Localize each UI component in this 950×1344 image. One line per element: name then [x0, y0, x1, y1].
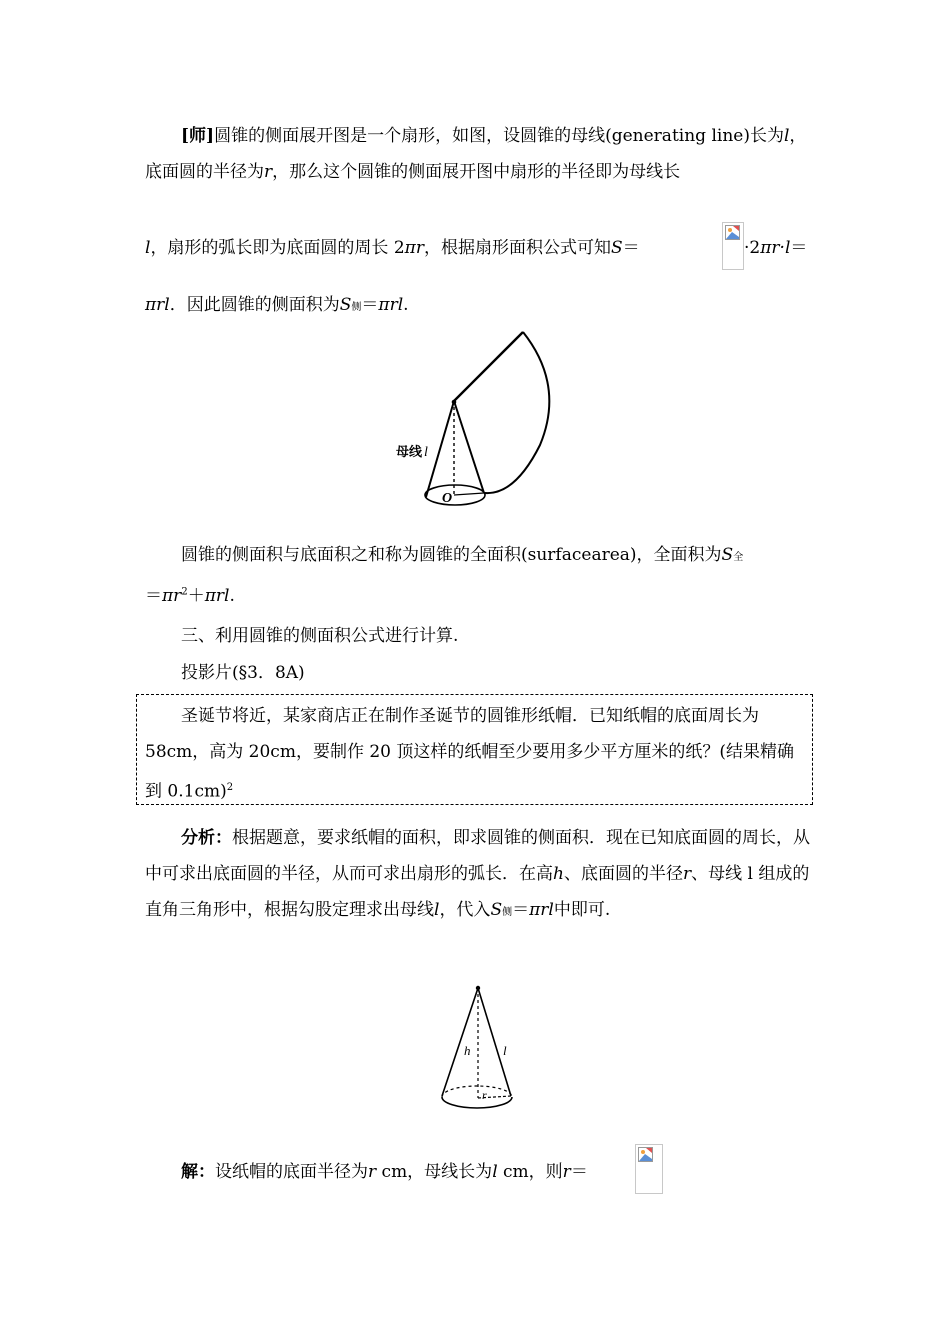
cone-sector-figure: [390, 325, 570, 515]
sector-radius-line: [454, 332, 523, 401]
paragraph-lateral-surface: [师]圆锥的侧面展开图是一个扇形，如图，设圆锥的母线(generating line)长为l，底面圆的半径为r，那么这个圆锥的侧面展开图中扇形的半径即为母线长: [145, 126, 807, 182]
slide-reference: 投影片(§3．8A): [181, 663, 305, 683]
cone-base-radius: [454, 493, 484, 495]
picture-icon: [638, 1147, 653, 1162]
height-letter-h: h: [464, 1043, 471, 1058]
formula-line: l，扇形的弧长即为底面圆的周长 2πr，根据扇形面积公式可知S＝: [145, 238, 640, 258]
section-heading: 三、利用圆锥的侧面积公式进行计算.: [181, 626, 459, 646]
total-surface-formula: $=\pi r^2+\pi rl$.: [145, 586, 235, 606]
cone-right-edge: [454, 401, 484, 493]
solution-line: 解：设纸帽的底面半径为r cm，母线长为l cm，则r＝: [181, 1162, 588, 1182]
analysis-paragraph: 分析：根据题意，要求纸帽的面积，即求圆锥的侧面积．现在已知底面圆的周长，从中可求出底面圆的半径，从而可求出扇形的弧长．在高h、底面圆的半径r、母线 l 组成的直角三角形中，根据勾股定理求出母线l，代入S侧＝πrl中即可.: [145, 828, 810, 920]
analysis-label: 分析：: [181, 828, 232, 848]
cone-figure: [432, 980, 522, 1120]
lateral-area-result: πrl．因此圆锥的侧面积为S侧＝πrl.: [145, 295, 409, 315]
problem-text: 圣诞节将近，某家商店正在制作圣诞节的圆锥形纸帽．已知纸帽的底面周长为 58cm，高为 20cm，要制作 20 顶这样的纸帽至少要用多少平方厘米的纸？(结果精确到 0.1cm)$^2$: [145, 706, 795, 802]
teacher-tag: [师]: [181, 126, 215, 146]
formula-continuation: ·2πr·l＝: [744, 238, 808, 258]
cone-right-edge: [478, 988, 511, 1096]
broken-image-icon: [722, 222, 744, 270]
generatrix-label: 母线: [396, 444, 423, 459]
image-placeholder-2: [633, 1144, 665, 1194]
broken-image-icon: [635, 1144, 663, 1194]
cone-left-edge: [426, 401, 454, 497]
cone-left-edge: [442, 988, 478, 1096]
center-letter-o: O: [442, 491, 453, 506]
cone-base-back: [442, 1086, 512, 1097]
cone-base-front: [442, 1097, 512, 1108]
paragraph-total-surface: 圆锥的侧面积与底面积之和称为圆锥的全面积(surfacearea)，全面积为S全: [181, 545, 744, 565]
solution-label: 解：: [181, 1162, 215, 1182]
slant-letter-l: l: [503, 1043, 507, 1058]
cone-apex-point: [476, 986, 480, 990]
cone-apex-point: [452, 400, 457, 405]
sector-arc: [485, 332, 549, 493]
picture-icon: [725, 225, 740, 240]
image-placeholder: [720, 222, 746, 270]
generatrix-letter-l: l: [424, 445, 428, 460]
radius-letter-r: r: [482, 1088, 487, 1102]
